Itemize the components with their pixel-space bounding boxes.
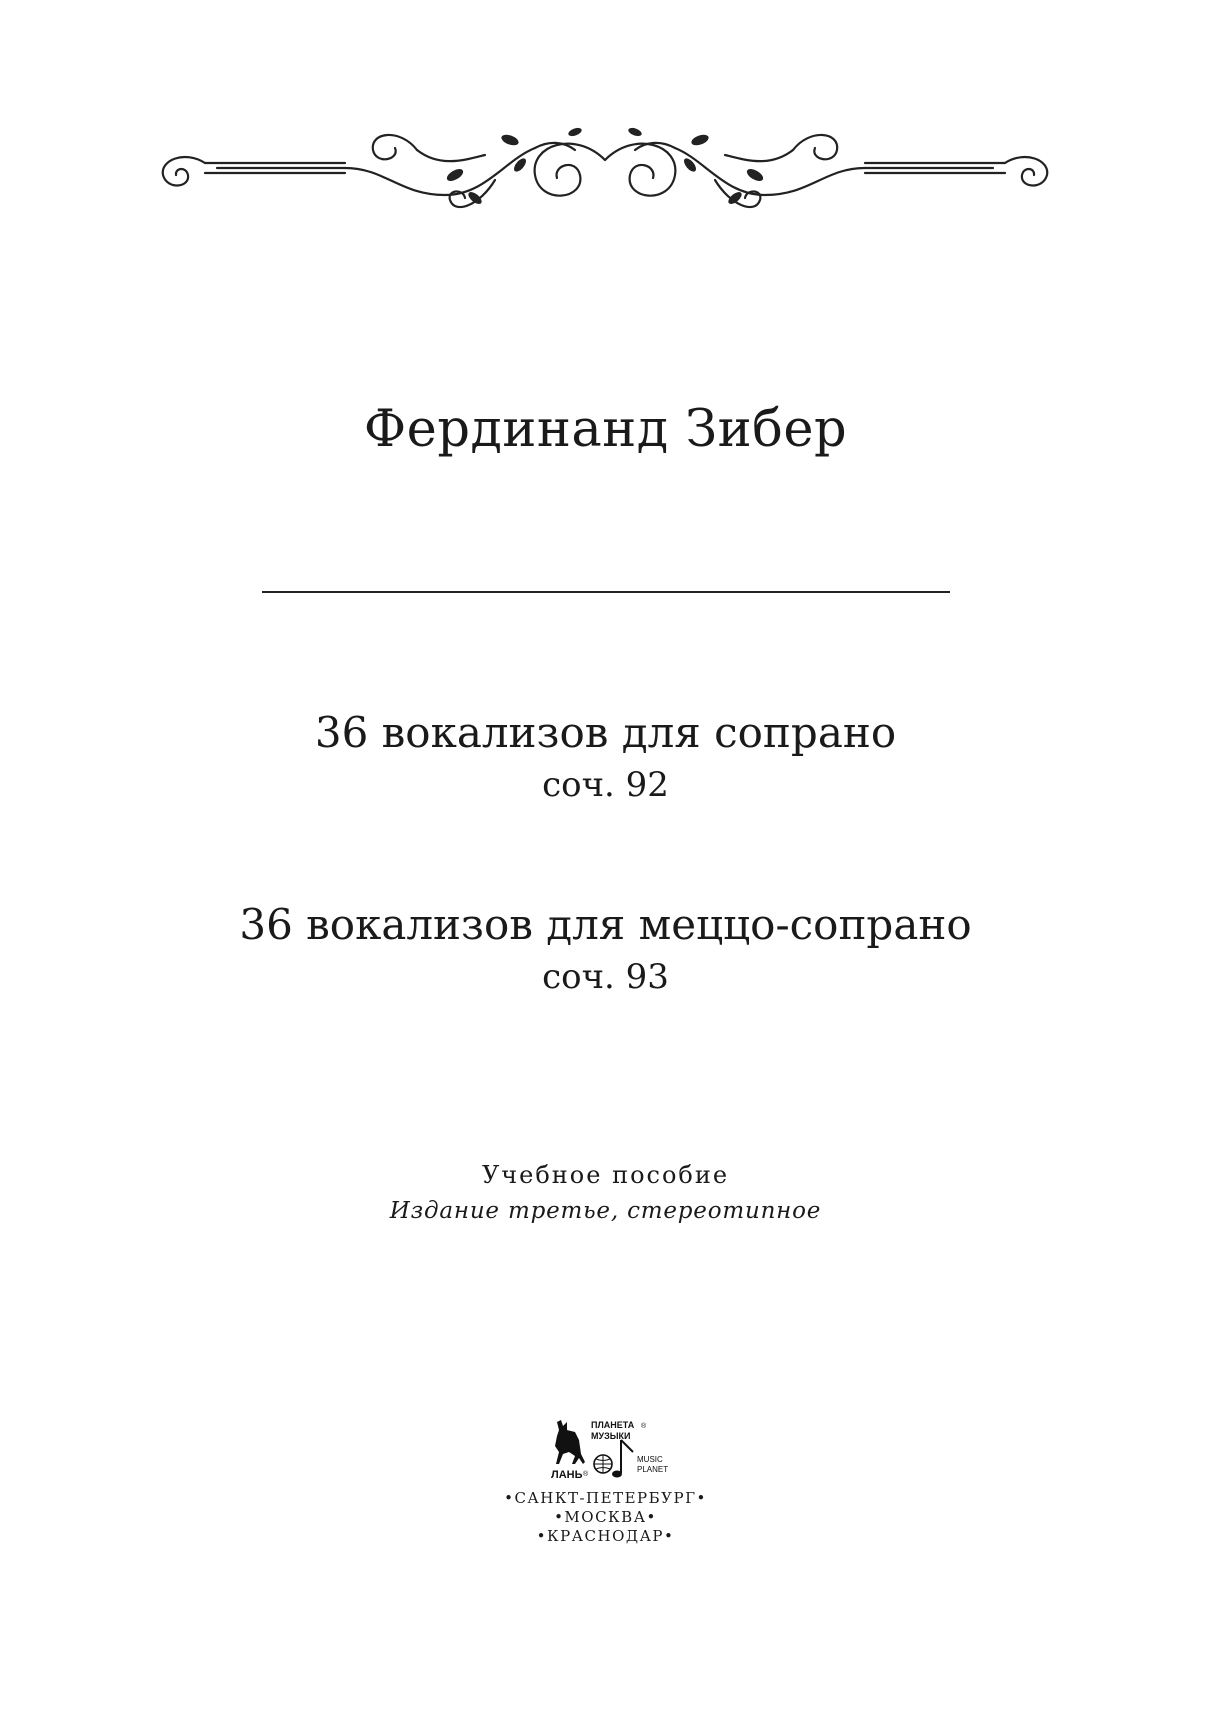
work-title-1: 36 вокализов для сопрано [314,708,897,757]
svg-text:®: ® [583,1471,589,1478]
publisher-city-2: •МОСКВА• [554,1508,657,1526]
title-divider [262,591,950,593]
publisher-city-1: •САНКТ-ПЕТЕРБУРГ• [504,1489,707,1507]
author-name: Фердинанд Зибер [363,400,848,459]
svg-text:®: ® [641,1423,647,1430]
svg-text:MUSIC: MUSIC [637,1455,663,1464]
svg-text:МУЗЫКИ: МУЗЫКИ [591,1431,631,1441]
edition-note: Издание третье, стереотипное [389,1198,822,1224]
svg-text:ЛАНЬ: ЛАНЬ [551,1469,583,1481]
opus-number-1: соч. 92 [542,765,669,805]
svg-text:ПЛАНЕТА: ПЛАНЕТА [591,1420,635,1430]
svg-text:PLANET: PLANET [637,1465,669,1474]
opus-number-2: соч. 93 [542,957,669,997]
work-title-2: 36 вокализов для меццо-сопрано [239,900,972,949]
publisher-city-3: •КРАСНОДАР• [536,1527,675,1545]
publisher-logo [545,1418,675,1486]
decorative-ornament [155,120,1055,230]
document-type: Учебное пособие [481,1161,730,1189]
